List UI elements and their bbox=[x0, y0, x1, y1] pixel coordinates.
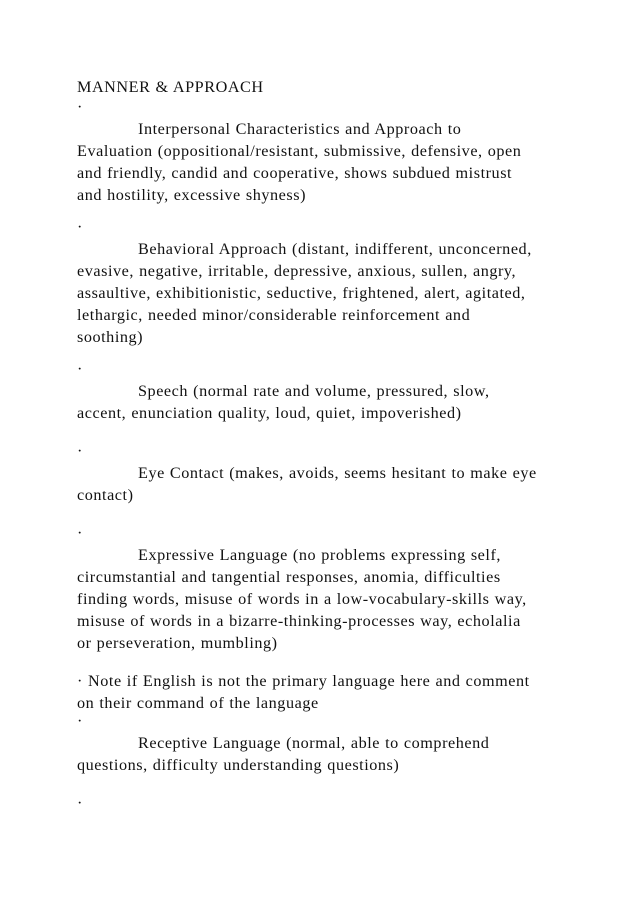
item-behavioral-line: Behavioral Approach (distant, indifferent, unconcerned, bbox=[138, 240, 532, 258]
item-speech-line: Speech (normal rate and volume, pressured, slow, bbox=[138, 382, 490, 400]
bullet-marker: · bbox=[77, 794, 83, 812]
note-line: on their command of the language bbox=[77, 694, 319, 712]
item-expressive-line: finding words, misuse of words in a low-vocabulary-skills way, bbox=[77, 590, 527, 608]
bullet-marker: · bbox=[77, 218, 83, 236]
bullet-marker: · bbox=[77, 360, 83, 378]
item-interpersonal-line: Evaluation (oppositional/resistant, submissive, defensive, open bbox=[77, 142, 522, 160]
bullet-marker: · bbox=[77, 98, 83, 116]
item-eye-contact-line: Eye Contact (makes, avoids, seems hesitant to make eye bbox=[138, 464, 537, 482]
item-interpersonal-line: and hostility, excessive shyness) bbox=[77, 186, 307, 204]
item-receptive-line: questions, difficulty understanding questions) bbox=[77, 756, 400, 774]
item-interpersonal-line: Interpersonal Characteristics and Approach to bbox=[138, 120, 462, 138]
item-speech-line: accent, enunciation quality, loud, quiet, impoverished) bbox=[77, 404, 462, 422]
item-behavioral-line: assaultive, exhibitionistic, seductive, frightened, alert, agitated, bbox=[77, 284, 526, 302]
item-behavioral-line: evasive, negative, irritable, depressive, anxious, sullen, angry, bbox=[77, 262, 517, 280]
item-eye-contact-line: contact) bbox=[77, 486, 134, 504]
note-line: · Note if English is not the primary language here and comment bbox=[77, 672, 530, 690]
bullet-marker: · bbox=[77, 712, 83, 730]
item-behavioral-line: lethargic, needed minor/considerable reinforcement and bbox=[77, 306, 471, 324]
section-heading: MANNER & APPROACH bbox=[77, 78, 264, 96]
item-receptive-line: Receptive Language (normal, able to comprehend bbox=[138, 734, 490, 752]
item-expressive-line: misuse of words in a bizarre-thinking-processes way, echolalia bbox=[77, 612, 521, 630]
item-expressive-line: Expressive Language (no problems expressing self, bbox=[138, 546, 502, 564]
item-interpersonal-line: and friendly, candid and cooperative, shows subdued mistrust bbox=[77, 164, 513, 182]
bullet-marker: · bbox=[77, 524, 83, 542]
item-expressive-line: or perseveration, mumbling) bbox=[77, 634, 278, 652]
item-behavioral-line: soothing) bbox=[77, 328, 144, 346]
bullet-marker: · bbox=[77, 442, 83, 460]
item-expressive-line: circumstantial and tangential responses, anomia, difficulties bbox=[77, 568, 501, 586]
